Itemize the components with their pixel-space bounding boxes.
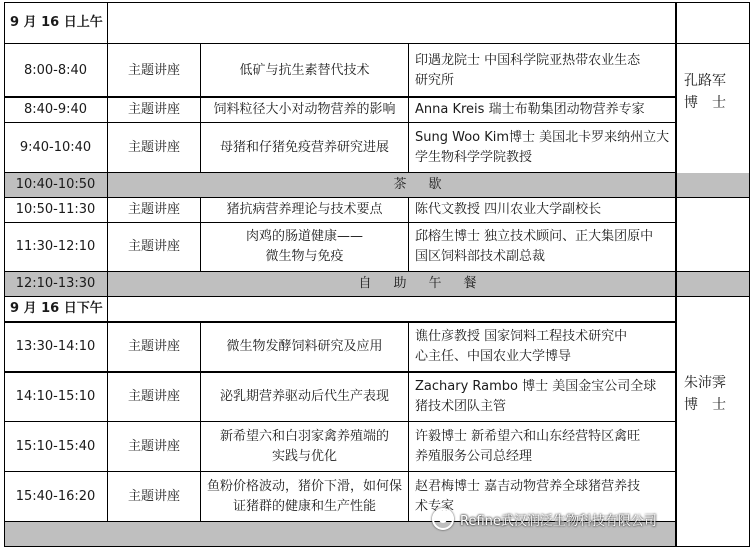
speaker-cell-line: 研究所 xyxy=(415,72,455,88)
afternoon-chair-name xyxy=(684,372,744,416)
watermark-text: Refine武汉润泛生物科技有限公司 xyxy=(460,513,657,529)
topic-cell-line: 母猪和仔猪免疫营养研究进展 xyxy=(219,139,389,155)
topic-cell-line: 实践与优化 xyxy=(271,448,337,464)
topic-cell-line: 低矿与抗生素替代技术 xyxy=(239,62,370,78)
speaker-cell-line: 养殖服务公司总经理 xyxy=(415,448,533,464)
topic-cell-line: 微生物与免疫 xyxy=(265,249,344,264)
topic-cell xyxy=(201,223,409,272)
type-cell: 主题讲座 xyxy=(108,472,201,522)
speaker-cell-line: 谯仕彦教授 国家饲料工程技术研究中 xyxy=(415,328,628,344)
break-time: 10:40-10:50 xyxy=(4,173,108,198)
topic-cell-text xyxy=(226,200,382,220)
type-cell: 主题讲座 xyxy=(108,44,201,98)
topic-cell-text xyxy=(246,227,363,267)
topic-cell-line: 新希望六和白羽家禽养殖端的 xyxy=(219,428,389,444)
afternoon-chair xyxy=(676,297,750,547)
topic-cell-text xyxy=(220,387,389,407)
speaker-cell-text xyxy=(415,200,601,220)
speaker-cell xyxy=(409,372,676,422)
chair-column-rule xyxy=(675,2,677,547)
type-cell: 主题讲座 xyxy=(108,123,201,173)
time-cell: 10:50-11:30 xyxy=(4,198,108,223)
header-blank xyxy=(108,2,750,44)
speaker-cell xyxy=(409,98,676,123)
type-cell: 主题讲座 xyxy=(108,223,201,272)
speaker-cell-line: 术专家 xyxy=(415,498,455,514)
afternoon-chair-name-line: 朱沛霁 xyxy=(684,375,726,391)
session-header-morning: 9 月 16 日上午 xyxy=(4,2,108,44)
speaker-cell-text xyxy=(415,377,656,417)
topic-cell-line: 泌乳期营养驱动后代生产表现 xyxy=(219,388,389,404)
type-cell: 主题讲座 xyxy=(108,98,201,123)
speaker-cell-line: 猪技术团队主管 xyxy=(415,398,507,414)
topic-cell xyxy=(201,322,409,372)
type-cell: 主题讲座 xyxy=(108,422,201,472)
type-cell: 主题讲座 xyxy=(108,322,201,372)
speaker-cell-line: 学生物科学学院教授 xyxy=(415,149,533,165)
time-cell: 9:40-10:40 xyxy=(4,123,108,173)
topic-cell-line: 肉鸡的肠道健康—— xyxy=(245,229,363,244)
topic-cell-text xyxy=(220,427,389,467)
morning-chair-name-line: 孔路军 xyxy=(684,73,726,89)
time-cell: 11:30-12:10 xyxy=(4,223,108,272)
time-cell: 14:10-15:10 xyxy=(4,372,108,422)
time-cell: 15:40-16:20 xyxy=(4,472,108,522)
thick-rule xyxy=(4,96,676,98)
thick-rule xyxy=(4,371,676,373)
lunch-label: 自助午餐 xyxy=(108,272,750,297)
schedule-table xyxy=(4,2,750,547)
speaker-cell-text xyxy=(415,51,640,91)
topic-cell xyxy=(201,198,409,223)
type-cell: 主题讲座 xyxy=(108,198,201,223)
thick-rule xyxy=(4,321,676,323)
topic-cell-text xyxy=(207,477,402,517)
break-label: 茶歇 xyxy=(108,173,750,198)
topic-cell-line: 证猪群的健康和生产性能 xyxy=(232,498,376,514)
topic-cell-line: 微生物发酵饲料研究及应用 xyxy=(226,338,383,354)
session-header-afternoon: 9 月 16 日下午 xyxy=(4,297,108,322)
afternoon-chair-name-line: 博 士 xyxy=(684,397,726,413)
speaker-cell-text xyxy=(415,100,645,120)
time-cell: 8:40-9:40 xyxy=(4,98,108,123)
wechat-logo-icon xyxy=(432,508,454,530)
topic-cell xyxy=(201,372,409,422)
speaker-cell-line: Zachary Rambo 博士 美国金宝公司全球 xyxy=(415,378,657,394)
topic-cell xyxy=(201,44,409,98)
speaker-cell-line: 国区饲料部技术副总裁 xyxy=(415,249,546,264)
speaker-cell xyxy=(409,44,676,98)
speaker-cell-line: 陈代文教授 四川农业大学副校长 xyxy=(415,202,602,217)
topic-cell-text xyxy=(239,61,369,81)
lunch-time: 12:10-13:30 xyxy=(4,272,108,297)
type-cell: 主题讲座 xyxy=(108,372,201,422)
speaker-cell xyxy=(409,422,676,472)
speaker-cell-line: 心主任、中国农业大学博导 xyxy=(415,348,572,364)
speaker-cell-line: 许毅博士 新希望六和山东经营特区禽旺 xyxy=(415,428,641,444)
speaker-cell-line: Sung Woo Kim博士 美国北卡罗来纳州立大 xyxy=(415,129,670,145)
topic-cell xyxy=(201,98,409,123)
topic-cell-text xyxy=(226,337,382,357)
morning-chair-name-line: 博 士 xyxy=(684,95,726,111)
topic-cell-text xyxy=(213,100,395,120)
speaker-cell-text xyxy=(415,227,653,267)
topic-cell-line: 饲料粒径大小对动物营养的影响 xyxy=(213,102,396,117)
topic-cell xyxy=(201,422,409,472)
header-blank xyxy=(108,297,676,322)
topic-cell-line: 鱼粉价格波动，猪价下滑，如何保 xyxy=(206,478,402,494)
speaker-cell-line: 赵君梅博士 嘉吉动物营养全球猪营养技 xyxy=(415,478,641,494)
speaker-cell-text xyxy=(415,327,627,367)
watermark xyxy=(432,508,657,530)
speaker-cell-line: Anna Kreis 瑞士布勒集团动物营养专家 xyxy=(415,102,645,117)
speaker-cell-line: 邱榕生博士 独立技术顾问、正大集团原中 xyxy=(415,229,654,244)
topic-cell xyxy=(201,472,409,522)
time-cell: 13:30-14:10 xyxy=(4,322,108,372)
speaker-cell-text xyxy=(415,427,640,467)
morning-chair-name xyxy=(684,70,744,114)
speaker-cell xyxy=(409,198,676,223)
time-cell: 15:10-15:40 xyxy=(4,422,108,472)
speaker-cell-line: 印遇龙院士 中国科学院亚热带农业生态 xyxy=(415,52,641,68)
speaker-cell xyxy=(409,322,676,372)
topic-cell-line: 猪抗病营养理论与技术要点 xyxy=(226,202,383,217)
topic-cell xyxy=(201,123,409,173)
speaker-cell xyxy=(409,223,676,272)
speaker-cell-text xyxy=(415,128,669,168)
speaker-cell xyxy=(409,123,676,173)
time-cell: 8:00-8:40 xyxy=(4,44,108,98)
topic-cell-text xyxy=(220,138,389,158)
